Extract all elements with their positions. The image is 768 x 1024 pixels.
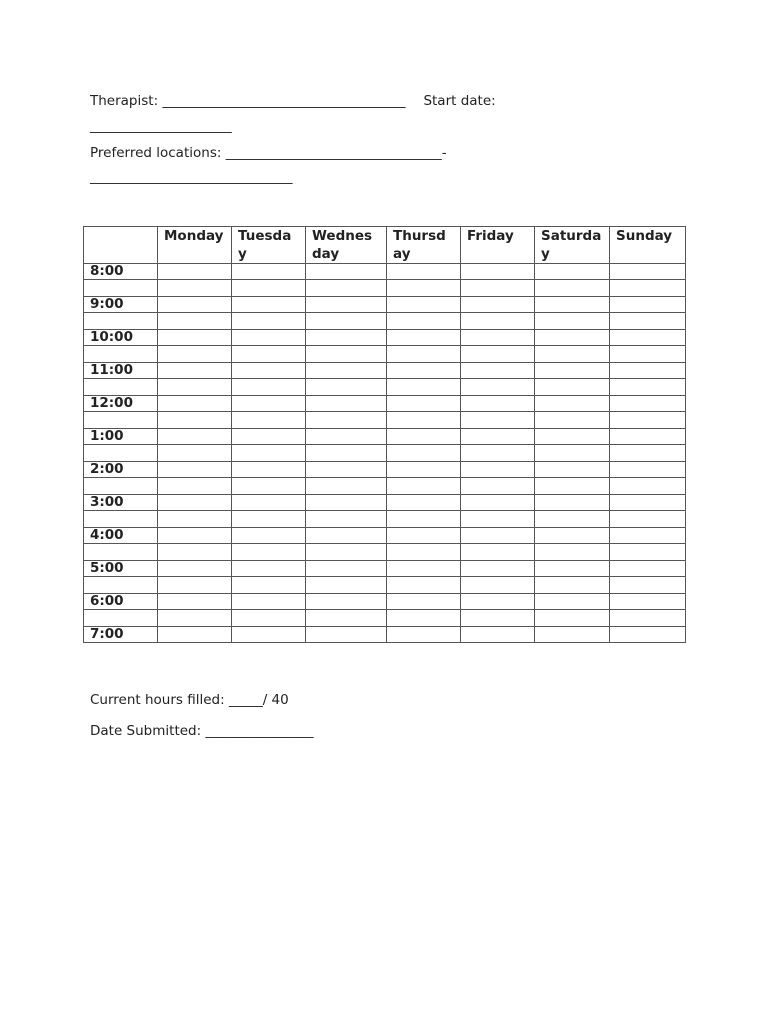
schedule-cell[interactable] [306, 544, 387, 561]
time-label: 12:00 [84, 396, 158, 412]
schedule-cell[interactable] [158, 330, 232, 346]
schedule-cell[interactable] [158, 445, 232, 462]
schedule-cell[interactable] [461, 396, 535, 412]
schedule-cell[interactable] [306, 313, 387, 330]
time-label: 8:00 [84, 264, 158, 280]
schedule-cell[interactable] [232, 528, 306, 544]
hours-total: / 40 [262, 692, 289, 708]
schedule-cell[interactable] [535, 313, 610, 330]
schedule-cell[interactable] [306, 610, 387, 627]
time-row [84, 627, 686, 643]
schedule-cell[interactable] [232, 594, 306, 610]
schedule-cell[interactable] [232, 429, 306, 445]
start-date-label: Start date: [423, 93, 496, 109]
schedule-cell[interactable] [232, 544, 306, 561]
col-tuesday: Tuesday [232, 227, 306, 264]
therapist-label: Therapist: [90, 93, 159, 109]
schedule-cell[interactable] [535, 495, 610, 511]
schedule-cell[interactable] [387, 627, 461, 643]
schedule-cell[interactable] [461, 627, 535, 643]
schedule-cell[interactable] [610, 594, 686, 610]
schedule-cell[interactable] [306, 627, 387, 643]
schedule-cell[interactable] [535, 577, 610, 594]
schedule-cell[interactable] [306, 495, 387, 511]
schedule-cell[interactable] [461, 330, 535, 346]
schedule-cell[interactable] [306, 297, 387, 313]
schedule-cell[interactable] [610, 297, 686, 313]
schedule-cell[interactable] [232, 363, 306, 379]
schedule-cell[interactable] [387, 346, 461, 363]
schedule-cell[interactable] [387, 313, 461, 330]
schedule-cell[interactable] [610, 313, 686, 330]
half-hour-label-cell [84, 280, 158, 297]
half-hour-row [84, 412, 686, 429]
schedule-cell[interactable] [306, 412, 387, 429]
schedule-cell[interactable] [232, 396, 306, 412]
schedule-cell[interactable] [535, 478, 610, 495]
schedule-cell[interactable] [306, 330, 387, 346]
schedule-cell[interactable] [232, 330, 306, 346]
schedule-cell[interactable] [387, 544, 461, 561]
schedule-cell[interactable] [535, 627, 610, 643]
schedule-cell[interactable] [610, 627, 686, 643]
date-submitted-line [90, 722, 313, 740]
hours-filled-field[interactable]: _____ [228, 692, 263, 708]
schedule-cell[interactable] [461, 462, 535, 478]
schedule-cell[interactable] [535, 363, 610, 379]
time-label: 1:00 [84, 429, 158, 445]
schedule-cell[interactable] [306, 445, 387, 462]
half-hour-row [84, 346, 686, 363]
schedule-cell[interactable] [232, 379, 306, 396]
preferred-locations-label: Preferred locations: [90, 145, 222, 161]
half-hour-label-cell [84, 511, 158, 528]
time-row [84, 561, 686, 577]
schedule-cell[interactable] [535, 280, 610, 297]
half-hour-row [84, 313, 686, 330]
schedule-cell[interactable] [158, 462, 232, 478]
schedule-cell[interactable] [610, 577, 686, 594]
schedule-cell[interactable] [387, 379, 461, 396]
schedule-cell[interactable] [158, 495, 232, 511]
time-label: 5:00 [84, 561, 158, 577]
preferred-locations-field-2[interactable]: ______________________________ [90, 169, 293, 185]
time-label: 3:00 [84, 495, 158, 511]
half-hour-label-cell [84, 478, 158, 495]
schedule-cell[interactable] [387, 445, 461, 462]
time-label: 6:00 [84, 594, 158, 610]
preferred-locations-line [90, 144, 447, 162]
schedule-cell[interactable] [610, 363, 686, 379]
schedule-cell[interactable] [306, 363, 387, 379]
schedule-cell[interactable] [158, 396, 232, 412]
schedule-cell[interactable] [232, 313, 306, 330]
schedule-cell[interactable] [387, 264, 461, 280]
schedule-cell[interactable] [387, 363, 461, 379]
schedule-cell[interactable] [387, 280, 461, 297]
schedule-cell[interactable] [306, 264, 387, 280]
schedule-cell[interactable] [232, 412, 306, 429]
schedule-cell[interactable] [535, 544, 610, 561]
hours-filled-label: Current hours filled: [90, 692, 225, 708]
schedule-cell[interactable] [461, 594, 535, 610]
schedule-cell[interactable] [387, 412, 461, 429]
col-friday: Friday [461, 227, 535, 264]
schedule-cell[interactable] [461, 313, 535, 330]
schedule-cell[interactable] [232, 511, 306, 528]
schedule-cell[interactable] [461, 511, 535, 528]
schedule-cell[interactable] [535, 528, 610, 544]
schedule-cell[interactable] [461, 495, 535, 511]
schedule-cell[interactable] [610, 280, 686, 297]
schedule-cell[interactable] [306, 528, 387, 544]
time-row [84, 462, 686, 478]
half-hour-row [84, 544, 686, 561]
schedule-cell[interactable] [306, 396, 387, 412]
schedule-cell[interactable] [232, 478, 306, 495]
time-row [84, 297, 686, 313]
schedule-cell[interactable] [306, 429, 387, 445]
schedule-cell[interactable] [158, 561, 232, 577]
schedule-cell[interactable] [461, 379, 535, 396]
time-label: 2:00 [84, 462, 158, 478]
schedule-cell[interactable] [232, 495, 306, 511]
schedule-cell[interactable] [158, 412, 232, 429]
schedule-cell[interactable] [535, 462, 610, 478]
schedule-cell[interactable] [158, 627, 232, 643]
time-label: 7:00 [84, 627, 158, 643]
half-hour-row [84, 610, 686, 627]
date-submitted-label: Date Submitted: [90, 723, 202, 739]
time-row [84, 594, 686, 610]
schedule-cell[interactable] [610, 346, 686, 363]
half-hour-label-cell [84, 313, 158, 330]
half-hour-label-cell [84, 544, 158, 561]
schedule-cell[interactable] [158, 363, 232, 379]
schedule-cell[interactable] [387, 511, 461, 528]
schedule-cell[interactable] [158, 264, 232, 280]
start-date-field[interactable]: _____________________ [90, 118, 232, 134]
schedule-cell[interactable] [306, 280, 387, 297]
time-label: 4:00 [84, 528, 158, 544]
schedule-cell[interactable] [535, 412, 610, 429]
schedule-cell[interactable] [306, 346, 387, 363]
schedule-cell[interactable] [387, 495, 461, 511]
therapist-field[interactable]: ____________________________________ [162, 93, 406, 109]
schedule-cell[interactable] [158, 544, 232, 561]
schedule-cell[interactable] [535, 330, 610, 346]
schedule-cell[interactable] [158, 577, 232, 594]
schedule-cell[interactable] [610, 561, 686, 577]
col-thursday: Thursday [387, 227, 461, 264]
schedule-cell[interactable] [306, 462, 387, 478]
col-sunday: Sunday [610, 227, 686, 264]
schedule-cell[interactable] [461, 412, 535, 429]
schedule-cell[interactable] [232, 280, 306, 297]
weekly-schedule-table [83, 226, 686, 643]
schedule-cell[interactable] [461, 528, 535, 544]
schedule-cell[interactable] [535, 297, 610, 313]
schedule-cell[interactable] [461, 346, 535, 363]
half-hour-label-cell [84, 346, 158, 363]
time-label: 9:00 [84, 297, 158, 313]
schedule-cell[interactable] [610, 478, 686, 495]
preferred-locations-field[interactable]: ________________________________- [225, 145, 447, 161]
corner-cell [84, 227, 158, 264]
schedule-cell[interactable] [306, 561, 387, 577]
schedule-cell[interactable] [535, 264, 610, 280]
schedule-cell[interactable] [387, 478, 461, 495]
time-row [84, 429, 686, 445]
schedule-cell[interactable] [610, 429, 686, 445]
schedule-cell[interactable] [232, 577, 306, 594]
col-monday: Monday [158, 227, 232, 264]
schedule-cell[interactable] [610, 330, 686, 346]
schedule-cell[interactable] [461, 280, 535, 297]
time-row [84, 363, 686, 379]
schedule-cell[interactable] [158, 429, 232, 445]
schedule-cell[interactable] [387, 610, 461, 627]
schedule-cell[interactable] [387, 577, 461, 594]
schedule-cell[interactable] [610, 445, 686, 462]
schedule-body [84, 264, 686, 643]
schedule-cell[interactable] [610, 396, 686, 412]
schedule-cell[interactable] [158, 280, 232, 297]
schedule-cell[interactable] [610, 495, 686, 511]
schedule-cell[interactable] [461, 297, 535, 313]
schedule-cell[interactable] [387, 561, 461, 577]
schedule-cell[interactable] [158, 594, 232, 610]
schedule-cell[interactable] [232, 297, 306, 313]
col-saturday: Saturday [535, 227, 610, 264]
time-label: 11:00 [84, 363, 158, 379]
schedule-cell[interactable] [387, 528, 461, 544]
schedule-cell[interactable] [535, 346, 610, 363]
schedule-cell[interactable] [387, 330, 461, 346]
schedule-cell[interactable] [461, 264, 535, 280]
schedule-cell[interactable] [387, 429, 461, 445]
schedule-cell[interactable] [306, 478, 387, 495]
schedule-cell[interactable] [461, 478, 535, 495]
schedule-cell[interactable] [610, 528, 686, 544]
schedule-cell[interactable] [158, 478, 232, 495]
hours-filled-line [90, 691, 289, 709]
schedule-cell[interactable] [387, 462, 461, 478]
schedule-cell[interactable] [306, 511, 387, 528]
schedule-cell[interactable] [535, 610, 610, 627]
schedule-cell[interactable] [306, 594, 387, 610]
schedule-cell[interactable] [535, 561, 610, 577]
half-hour-row [84, 511, 686, 528]
time-label: 10:00 [84, 330, 158, 346]
schedule-cell[interactable] [535, 396, 610, 412]
col-wednesday: Wednesday [306, 227, 387, 264]
schedule-cell[interactable] [535, 445, 610, 462]
schedule-cell[interactable] [610, 610, 686, 627]
half-hour-row [84, 379, 686, 396]
schedule-cell[interactable] [461, 610, 535, 627]
schedule-cell[interactable] [461, 363, 535, 379]
schedule-cell[interactable] [610, 544, 686, 561]
half-hour-label-cell [84, 577, 158, 594]
half-hour-row [84, 445, 686, 462]
schedule-cell[interactable] [232, 445, 306, 462]
half-hour-label-cell [84, 610, 158, 627]
schedule-cell[interactable] [158, 313, 232, 330]
time-row [84, 264, 686, 280]
schedule-cell[interactable] [158, 379, 232, 396]
schedule-cell[interactable] [610, 412, 686, 429]
schedule-cell[interactable] [461, 445, 535, 462]
date-submitted-field[interactable]: ________________ [205, 723, 314, 739]
schedule-header-row [84, 227, 686, 264]
therapist-line [90, 92, 496, 110]
schedule-cell[interactable] [610, 379, 686, 396]
schedule-cell[interactable] [232, 462, 306, 478]
time-row [84, 330, 686, 346]
schedule-cell[interactable] [158, 297, 232, 313]
schedule-cell[interactable] [535, 429, 610, 445]
schedule-cell[interactable] [387, 396, 461, 412]
time-row [84, 396, 686, 412]
half-hour-row [84, 478, 686, 495]
schedule-cell[interactable] [461, 577, 535, 594]
schedule-cell[interactable] [306, 379, 387, 396]
schedule-cell[interactable] [610, 511, 686, 528]
schedule-cell[interactable] [158, 511, 232, 528]
half-hour-label-cell [84, 445, 158, 462]
schedule-cell[interactable] [158, 346, 232, 363]
schedule-cell[interactable] [610, 264, 686, 280]
schedule-cell[interactable] [535, 594, 610, 610]
schedule-cell[interactable] [535, 379, 610, 396]
schedule-cell[interactable] [535, 511, 610, 528]
half-hour-label-cell [84, 379, 158, 396]
schedule-cell[interactable] [232, 627, 306, 643]
schedule-cell[interactable] [232, 561, 306, 577]
schedule-cell[interactable] [461, 544, 535, 561]
schedule-cell[interactable] [158, 610, 232, 627]
schedule-cell[interactable] [232, 346, 306, 363]
half-hour-row [84, 280, 686, 297]
schedule-cell[interactable] [306, 577, 387, 594]
schedule-cell[interactable] [461, 429, 535, 445]
schedule-cell[interactable] [387, 297, 461, 313]
time-row [84, 528, 686, 544]
half-hour-label-cell [84, 412, 158, 429]
half-hour-row [84, 577, 686, 594]
schedule-cell[interactable] [610, 462, 686, 478]
schedule-cell[interactable] [232, 610, 306, 627]
schedule-cell[interactable] [387, 594, 461, 610]
schedule-cell[interactable] [158, 528, 232, 544]
time-row [84, 495, 686, 511]
schedule-cell[interactable] [461, 561, 535, 577]
schedule-cell[interactable] [232, 264, 306, 280]
